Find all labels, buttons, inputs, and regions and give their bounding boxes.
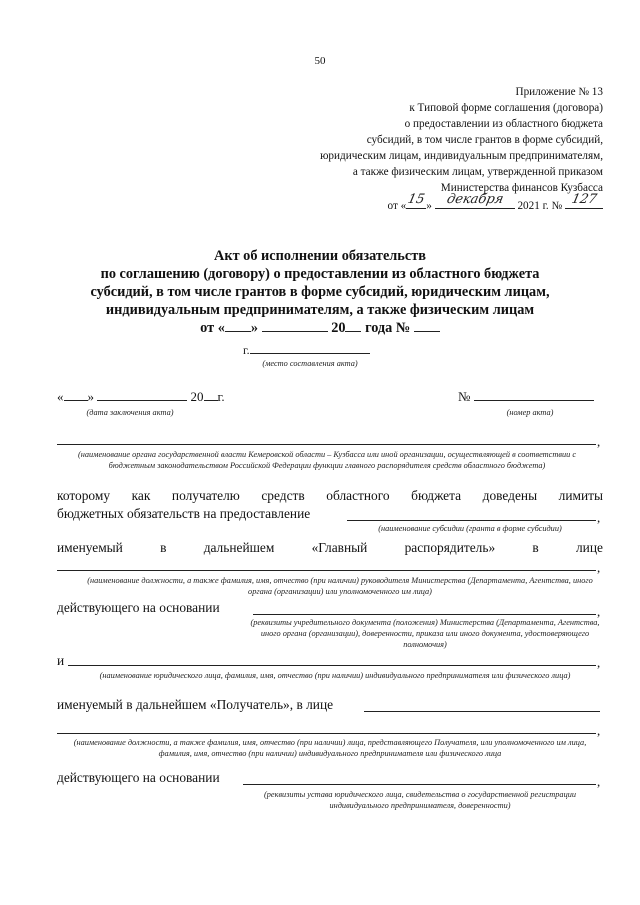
title-line: субсидий, в том числе грантов в форме субсидий, юридическим лицам, xyxy=(90,284,550,300)
appendix-line: субсидий, в том числе грантов в форме субсидий, xyxy=(366,134,603,146)
recipient-person-field-2[interactable] xyxy=(57,733,596,734)
title-line: индивидуальным предпринимателям, а также физическим лицам xyxy=(105,302,535,318)
basis-document-field-2[interactable] xyxy=(243,784,596,785)
appendix-line: юридическим лицам, индивидуальным предпринимателям, xyxy=(320,150,603,162)
appendix-line: Министерства финансов Кузбасса xyxy=(440,182,603,194)
title-year-field[interactable] xyxy=(345,319,361,332)
limits-line-2: бюджетных обязательств на предоставление xyxy=(57,506,311,521)
recipient-name-caption: (наименование юридического лица, фамилия, имя, отчество (при наличии) индивидуального предпринимателя или физического лица) xyxy=(99,671,571,680)
appendix-line: о предоставлении из областного бюджета xyxy=(404,118,603,130)
document-title xyxy=(0,247,640,337)
appendix-line: к Типовой форме соглашения (договора) xyxy=(409,102,603,114)
appendix-header xyxy=(320,84,603,214)
recipient-label: именуемый в дальнейшем «Получатель», в лице xyxy=(57,697,334,712)
recipient-name-field[interactable] xyxy=(68,665,596,666)
act-number-caption: (номер акта) xyxy=(506,408,554,417)
act-number-row: № xyxy=(458,388,594,405)
place-caption: (место составления акта) xyxy=(262,359,358,368)
limits-line-1: которому как получателю средств областного бюджета доведены лимиты xyxy=(57,488,603,503)
acting-basis-label-2: действующего на основании xyxy=(57,770,220,785)
handwritten-month: декабря xyxy=(444,192,505,207)
place-row: г. xyxy=(243,341,370,358)
and-label: и xyxy=(57,653,65,668)
appendix-line: Приложение № 13 xyxy=(515,86,603,98)
act-year-field[interactable] xyxy=(204,388,218,401)
title-number-field[interactable] xyxy=(414,319,440,332)
recipient-person-field[interactable] xyxy=(364,711,600,712)
title-month-field[interactable] xyxy=(262,319,328,332)
title-date-line: от « » 20 года № xyxy=(0,319,640,337)
act-month-field[interactable] xyxy=(97,388,187,401)
page-number: 50 xyxy=(314,55,326,67)
named-main-row: именуемый в дальнейшем «Главный распорядитель» в лице xyxy=(57,540,603,555)
title-line: по соглашению (договору) о предоставлении из областного бюджета xyxy=(100,266,540,282)
head-name-field[interactable] xyxy=(57,570,596,571)
org-caption: (наименование органа государственной власти Кемеровской области – Кузбасса или иной организации, осуществляющей в соответствии с бюджетным законодательством Российской Федерации функции главного распорядителя средств областного бюджета) xyxy=(77,450,577,470)
basis-document-field-1[interactable] xyxy=(253,614,596,615)
number-field xyxy=(565,192,603,209)
basis-caption-2: (реквизиты устава юридического лица, свидетельства о государственной регистрации индивидуального предпринимателя, доверенности) xyxy=(263,790,577,810)
day-field xyxy=(406,192,427,209)
appendix-date-line: от « 15 » декабря 2021 г. № 127 xyxy=(320,196,603,214)
subsidy-name-field[interactable] xyxy=(347,520,596,521)
handwritten-number: 127 xyxy=(570,192,599,207)
subsidy-caption: (наименование субсидии (гранта в форме субсидии) xyxy=(378,524,562,533)
act-date-caption: (дата заключения акта) xyxy=(86,408,174,417)
act-date-row: « » 20 г. xyxy=(57,389,225,404)
basis-caption-1: (реквизиты учредительного документа (положения) Министерства (Департамента, Агентства, иного органа (организации), доверенности, приказа или иного документа, удостоверяющего полномочия) xyxy=(250,618,600,649)
recipient-caption: (наименование должности, а также фамилия, имя, отчество (при наличии) лица, представляющего Получателя, или уполномоченного им лица, фамилия, имя, отчество (при наличии) индивидуального предпринимателя или физического лица xyxy=(73,738,587,758)
act-day-field[interactable] xyxy=(64,388,88,401)
title-line: Акт об исполнении обязательств xyxy=(214,248,426,264)
handwritten-day: 15 xyxy=(406,192,427,207)
place-field[interactable] xyxy=(250,341,370,354)
title-day-field[interactable] xyxy=(225,319,251,332)
appendix-line: а также физическим лицам, утвержденной приказом xyxy=(352,166,603,178)
acting-basis-label-1: действующего на основании xyxy=(57,600,220,615)
month-field xyxy=(435,192,515,209)
act-number-field[interactable] xyxy=(474,388,594,401)
org-name-field[interactable] xyxy=(57,444,596,445)
head-caption: (наименование должности, а также фамилия, имя, отчество (при наличии) руководителя Министерства (Департамента, Агентства, иного органа (организации) или уполномоченного им лица) xyxy=(87,576,593,596)
